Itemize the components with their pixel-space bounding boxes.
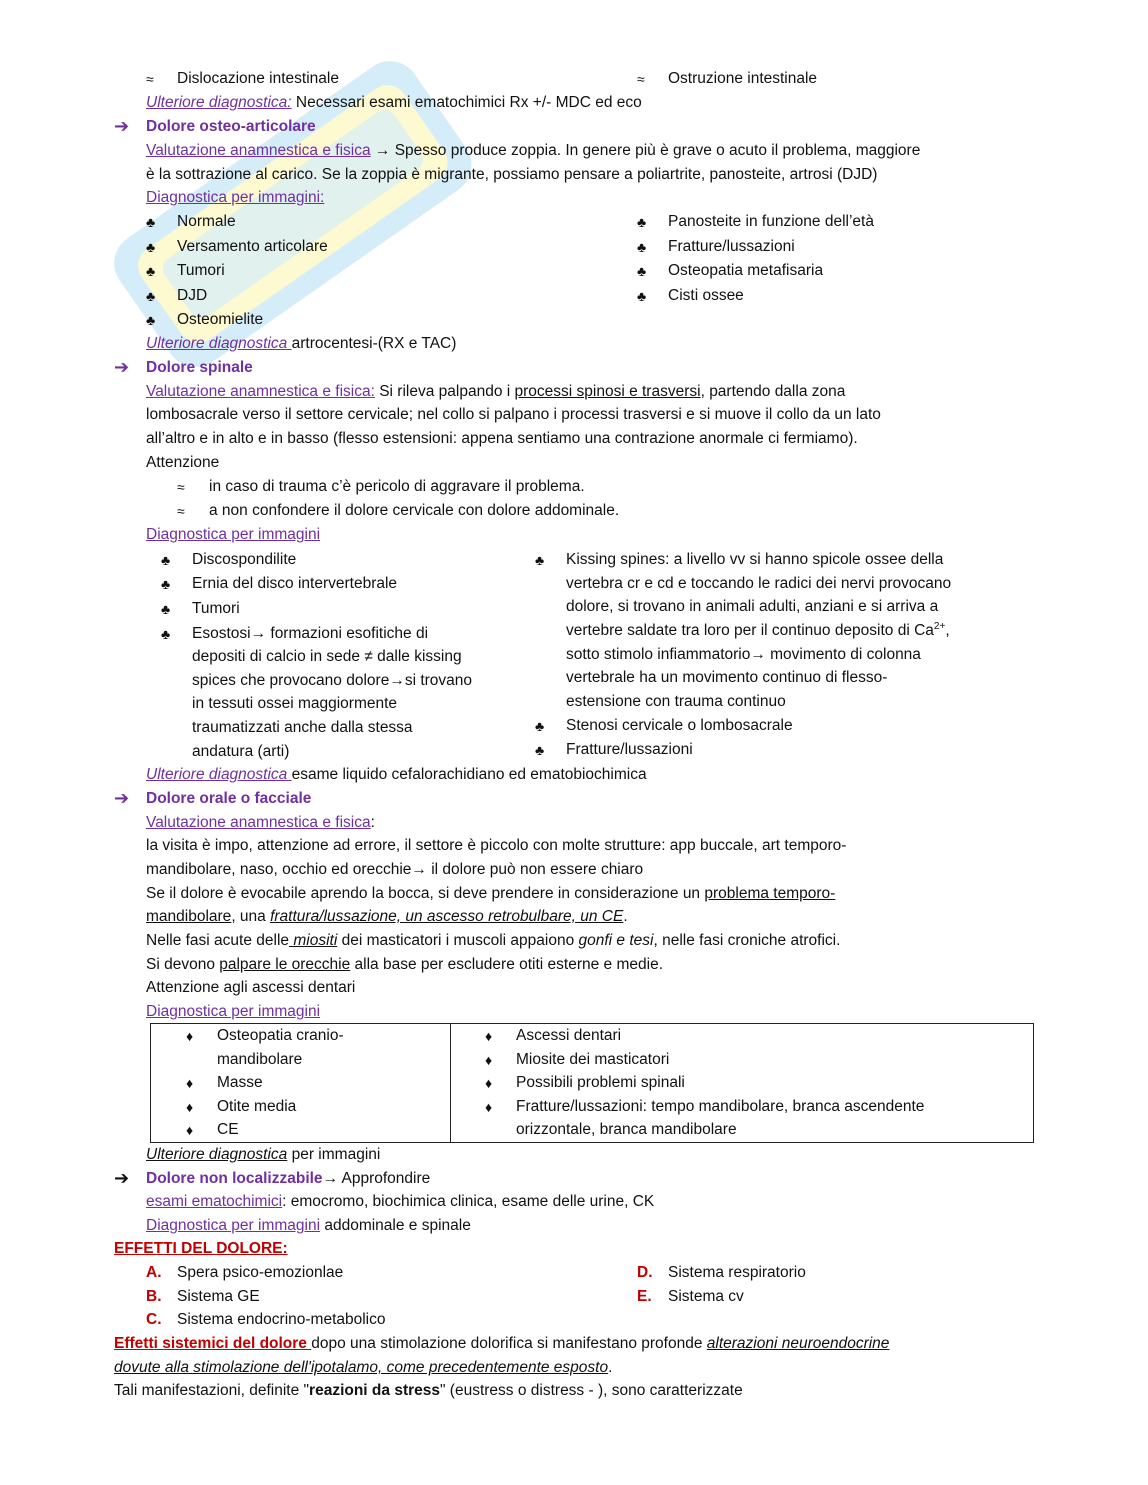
list-item: Tumori (177, 262, 225, 279)
list-item: Sistema respiratorio (668, 1264, 806, 1281)
paragraph-line: mandibolare, naso, occhio ed orecchie→ il dolore può non essere chiaro (146, 861, 644, 878)
list-item: Fratture/lussazioni (668, 238, 795, 255)
paragraph-line: dovute alla stimolazione dell'ipotalamo, come precedentemente esposto. (114, 1359, 613, 1376)
list-item-continued: estensione con trauma continuo (566, 693, 786, 710)
list-item-continued: depositi di calcio in sede ≠ dalle kissing (192, 648, 462, 665)
diamond-bullet: ♦ (186, 1099, 194, 1115)
ulteriore-diagnostica-line: Ulteriore diagnostica esame liquido cefalorachidiano ed ematobiochimica (146, 766, 647, 783)
table-cell: Ascessi dentari (516, 1027, 622, 1044)
diamond-bullet: ♦ (485, 1099, 493, 1115)
approx-bullet: ≈ (146, 71, 154, 87)
list-item: Osteomielite (177, 311, 264, 328)
ulteriore-diagnostica-line: Ulteriore diagnostica artrocentesi-(RX e TAC) (146, 335, 457, 352)
table-cell: Otite media (217, 1098, 297, 1115)
list-item: Discospondilite (192, 551, 297, 568)
list-item: Osteopatia metafisaria (668, 262, 824, 279)
list-item-continued: vertebre saldate tra loro per il continuo deposito di $Ca^{2+}$, (566, 620, 950, 639)
list-item: Versamento articolare (177, 238, 328, 255)
list-item: Cisti ossee (668, 287, 744, 304)
diamond-bullet: ♦ (186, 1075, 194, 1091)
section-title: EFFETTI DEL DOLORE: (114, 1240, 288, 1257)
list-item: Kissing spines: a livello vv si hanno spicole ossee della (566, 551, 944, 568)
list-item: Sistema endocrino-metabolico (177, 1311, 386, 1328)
list-letter: E. (637, 1288, 652, 1305)
club-bullet: ♣ (161, 601, 171, 617)
paragraph-line: Valutazione anamnestica e fisica: (146, 814, 375, 831)
paragraph-line: mandibolare, una frattura/lussazione, un ascesso retrobulbare, un CE. (146, 908, 628, 925)
list-letter: A. (146, 1264, 162, 1281)
paragraph-line: la visita è impo, attenzione ad errore, il settore è piccolo con molte strutture: app buccale, art temporo- (146, 837, 847, 854)
section-heading: Dolore spinale (146, 359, 253, 376)
club-bullet: ♣ (161, 626, 171, 642)
paragraph-line: Valutazione anamnestica e fisica → Spesso produce zoppia. In genere più è grave o acuto il problema, maggiore (146, 142, 921, 159)
list-item: in caso di trauma c’è pericolo di aggravare il problema. (209, 478, 585, 495)
list-letter: B. (146, 1288, 162, 1305)
paragraph-line: Attenzione (146, 454, 220, 471)
table-cell: Miosite dei masticatori (516, 1051, 670, 1068)
list-item: Stenosi cervicale o lombosacrale (566, 717, 793, 734)
paragraph-line: Diagnostica per immagini addominale e spinale (146, 1217, 471, 1234)
club-bullet: ♣ (637, 288, 647, 304)
paragraph-line: all’altro e in alto e in basso (flesso estensioni: appena sentiamo una contrazione anormale ci fermiamo). (146, 430, 858, 447)
diamond-bullet: ♦ (186, 1122, 194, 1138)
list-item: a non confondere il dolore cervicale con dolore addominale. (209, 502, 620, 519)
table-cell: Possibili problemi spinali (516, 1074, 685, 1091)
list-item-continued: vertebra cr e cd e toccando le radici dei nervi provocano (566, 575, 952, 592)
arrow-icon: ➔ (114, 116, 130, 136)
subheading: Diagnostica per immagini (146, 526, 321, 543)
approx-bullet: ≈ (177, 503, 185, 519)
list-item-continued: traumatizzati anche dalla stessa (192, 719, 413, 736)
table-cell: orizzontale, branca mandibolare (516, 1121, 737, 1138)
list-item-continued: sotto stimolo infiammatorio→ movimento di colonna (566, 646, 921, 663)
section-heading: Dolore osteo-articolare (146, 118, 316, 135)
diamond-bullet: ♦ (485, 1052, 493, 1068)
arrow-icon: ➔ (114, 788, 130, 808)
paragraph-line: Si devono palpare le orecchie alla base per escludere otiti esterne e medie. (146, 956, 663, 973)
list-item: Tumori (192, 600, 240, 617)
section-heading: Dolore non localizzabile→ Approfondire (146, 1170, 431, 1187)
diamond-bullet: ♦ (186, 1028, 194, 1044)
approx-bullet: ≈ (637, 71, 645, 87)
club-bullet: ♣ (146, 312, 156, 328)
club-bullet: ♣ (637, 239, 647, 255)
table-cell: Masse (217, 1074, 263, 1091)
ulteriore-diagnostica-line: Ulteriore diagnostica: Necessari esami ematochimici Rx +/- MDC ed eco (146, 94, 642, 111)
paragraph-line: Nelle fasi acute delle miositi dei masticatori i muscoli appaiono gonfi e tesi, nelle fasi croniche atrofici. (146, 932, 841, 949)
paragraph-line: Valutazione anamnestica e fisica: Si rileva palpando i processi spinosi e trasversi, partendo dalla zona (146, 383, 846, 400)
table-cell: Osteopatia cranio- (217, 1027, 344, 1044)
paragraph-line: Effetti sistemici del dolore dopo una stimolazione dolorifica si manifestano profonde alterazioni neuroendocrine (114, 1335, 890, 1352)
list-item: Esostosi→ formazioni esofitiche di (192, 625, 429, 642)
paragraph-line: è la sottrazione al carico. Se la zoppia è migrante, possiamo pensare a poliartrite, panosteite, artrosi (DJD) (146, 166, 878, 183)
list-item: Sistema cv (668, 1288, 744, 1305)
list-item-continued: spices che provocano dolore→si trovano (192, 672, 473, 689)
club-bullet: ♣ (146, 239, 156, 255)
table-divider (450, 1024, 451, 1142)
subheading: Diagnostica per immagini (146, 1003, 321, 1020)
paragraph-line: Attenzione agli ascessi dentari (146, 979, 356, 996)
paragraph-line: esami ematochimici: emocromo, biochimica clinica, esame delle urine, CK (146, 1193, 655, 1210)
list-item: Normale (177, 213, 236, 230)
club-bullet: ♣ (146, 263, 156, 279)
arrow-icon: ➔ (114, 357, 130, 377)
list-letter: D. (637, 1264, 653, 1281)
list-item-continued: andatura (arti) (192, 743, 290, 760)
list-letter: C. (146, 1311, 162, 1328)
list-item: Sistema GE (177, 1288, 260, 1305)
paragraph-line: Tali manifestazioni, definite "reazioni da stress" (eustress o distress - ), sono caratterizzate (114, 1382, 743, 1399)
subheading: Diagnostica per immagini: (146, 189, 325, 206)
club-bullet: ♣ (535, 552, 545, 568)
diamond-bullet: ♦ (485, 1028, 493, 1044)
list-item: Ernia del disco intervertebrale (192, 575, 398, 592)
list-item: Panosteite in funzione dell’età (668, 213, 874, 230)
approx-bullet: ≈ (177, 479, 185, 495)
paragraph-line: lombosacrale verso il settore cervicale; nel collo si palpano i processi trasversi e si muove il collo da un lato (146, 406, 881, 423)
paragraph-line: Se il dolore è evocabile aprendo la bocca, si deve prendere in considerazione un problema temporo- (146, 885, 836, 902)
club-bullet: ♣ (146, 214, 156, 230)
list-item-continued: vertebrale ha un movimento continuo di flesso- (566, 669, 888, 686)
club-bullet: ♣ (535, 742, 545, 758)
list-item: DJD (177, 287, 208, 304)
club-bullet: ♣ (161, 576, 171, 592)
club-bullet: ♣ (146, 288, 156, 304)
club-bullet: ♣ (161, 552, 171, 568)
list-item-continued: dolore, si trovano in animali adulti, anziani e si arriva a (566, 598, 939, 615)
list-item: Ostruzione intestinale (668, 70, 818, 87)
ulteriore-diagnostica-line: Ulteriore diagnostica per immagini (146, 1146, 381, 1163)
club-bullet: ♣ (637, 214, 647, 230)
list-item: Spera psico-emozionlae (177, 1264, 344, 1281)
list-item: Dislocazione intestinale (177, 70, 339, 87)
diamond-bullet: ♦ (485, 1075, 493, 1091)
table-cell: Fratture/lussazioni: tempo mandibolare, branca ascendente (516, 1098, 925, 1115)
section-heading: Dolore orale o facciale (146, 790, 312, 807)
club-bullet: ♣ (535, 718, 545, 734)
club-bullet: ♣ (637, 263, 647, 279)
table-cell: CE (217, 1121, 239, 1138)
arrow-icon: ➔ (114, 1168, 130, 1188)
list-item: Fratture/lussazioni (566, 741, 693, 758)
table-cell: mandibolare (217, 1051, 303, 1068)
list-item-continued: in tessuti ossei maggiormente (192, 695, 398, 712)
